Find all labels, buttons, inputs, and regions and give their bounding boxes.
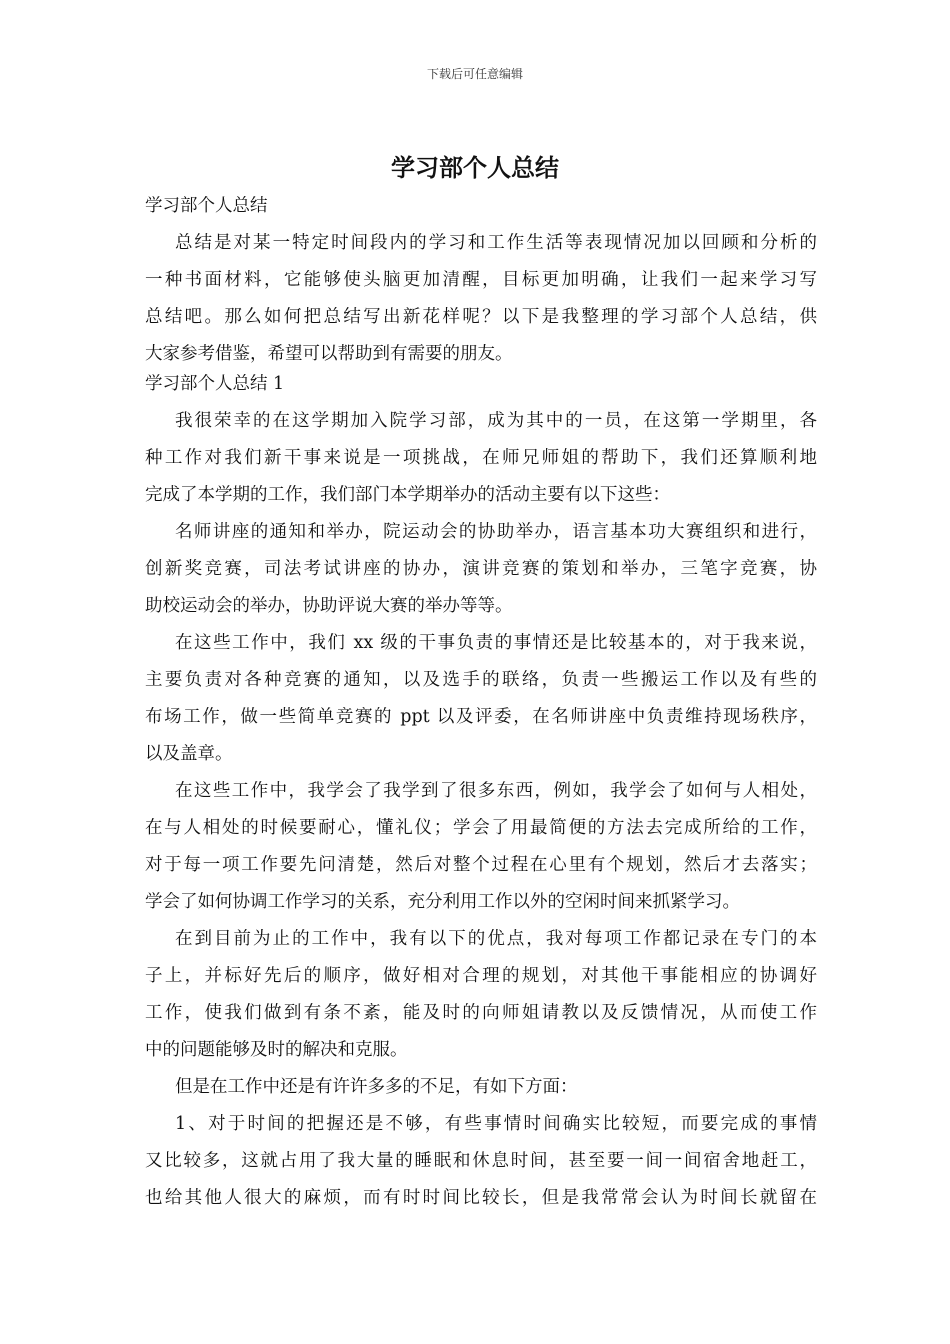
document-title: 学习部个人总结 xyxy=(391,153,559,182)
page-header: 下载后可任意编辑 xyxy=(426,67,523,81)
text-line: 在到目前为止的工作中，我有以下的优点，我对每项工作都记录在专门的本 xyxy=(175,929,817,949)
text-line: 总结是对某一特定时间段内的学习和工作生活等表现情况加以回顾和分析的 xyxy=(175,233,817,253)
text-line: 又比较多，这就占用了我大量的睡眠和休息时间，甚至要一间一间宿舍地赶工， xyxy=(145,1151,817,1171)
text-line: 工作，使我们做到有条不紊，能及时的向师姐请教以及反馈情况，从而使工作 xyxy=(145,1003,817,1023)
text-line: 子上，并标好先后的顺序，做好相对合理的规划，对其他干事能相应的协调好 xyxy=(145,966,817,986)
text-line: 学习部个人总结 1 xyxy=(145,374,285,394)
text-line: 布场工作，做一些简单竞赛的 ppt 以及评委，在名师讲座中负责维持现场秩序， xyxy=(145,707,817,727)
text-line: 创新奖竞赛，司法考试讲座的协办，演讲竞赛的策划和举办，三笔字竞赛，协 xyxy=(145,559,817,579)
text-line: 对于每一项工作要先问清楚，然后对整个过程在心里有个规划，然后才去落实； xyxy=(145,855,817,875)
text-line: 学会了如何协调工作学习的关系，充分利用工作以外的空闲时间来抓紧学习。 xyxy=(145,892,740,912)
text-line: 大家参考借鉴，希望可以帮助到有需要的朋友。 xyxy=(145,344,513,364)
text-line: 但是在工作中还是有许许多多的不足，有如下方面： xyxy=(175,1077,578,1097)
text-line: 助校运动会的举办，协助评说大赛的举办等等。 xyxy=(145,596,513,616)
text-line: 在与人相处的时候要耐心，懂礼仪；学会了用最简便的方法去完成所给的工作， xyxy=(145,818,817,838)
text-line: 种工作对我们新干事来说是一项挑战，在师兄师姐的帮助下，我们还算顺利地 xyxy=(145,448,817,468)
document-body xyxy=(145,196,817,1208)
text-line: 一种书面材料，它能够使头脑更加清醒，目标更加明确，让我们一起来学习写 xyxy=(145,270,817,290)
text-line: 学习部个人总结 xyxy=(145,196,268,216)
text-line: 总结吧。那么如何把总结写出新花样呢？以下是我整理的学习部个人总结，供 xyxy=(145,307,817,327)
text-line: 也给其他人很大的麻烦，而有时时间比较长，但是我常常会认为时间长就留在 xyxy=(145,1188,817,1208)
text-line: 中的问题能够及时的解决和克服。 xyxy=(145,1040,408,1060)
text-line: 我很荣幸的在这学期加入院学习部，成为其中的一员，在这第一学期里，各 xyxy=(175,411,817,431)
text-line: 名师讲座的通知和举办，院运动会的协助举办，语言基本功大赛组织和进行， xyxy=(175,522,817,542)
text-line: 完成了本学期的工作，我们部门本学期举办的活动主要有以下这些： xyxy=(145,485,670,505)
text-line: 在这些工作中，我们 xx 级的干事负责的事情还是比较基本的，对于我来说， xyxy=(175,633,817,653)
text-line: 主要负责对各种竞赛的通知，以及选手的联络，负责一些搬运工作以及有些的 xyxy=(145,670,817,690)
text-line: 以及盖章。 xyxy=(145,744,233,764)
text-line: 在这些工作中，我学会了我学到了很多东西，例如，我学会了如何与人相处， xyxy=(175,781,817,801)
text-line: 1、对于时间的把握还是不够，有些事情时间确实比较短，而要完成的事情 xyxy=(175,1114,817,1134)
